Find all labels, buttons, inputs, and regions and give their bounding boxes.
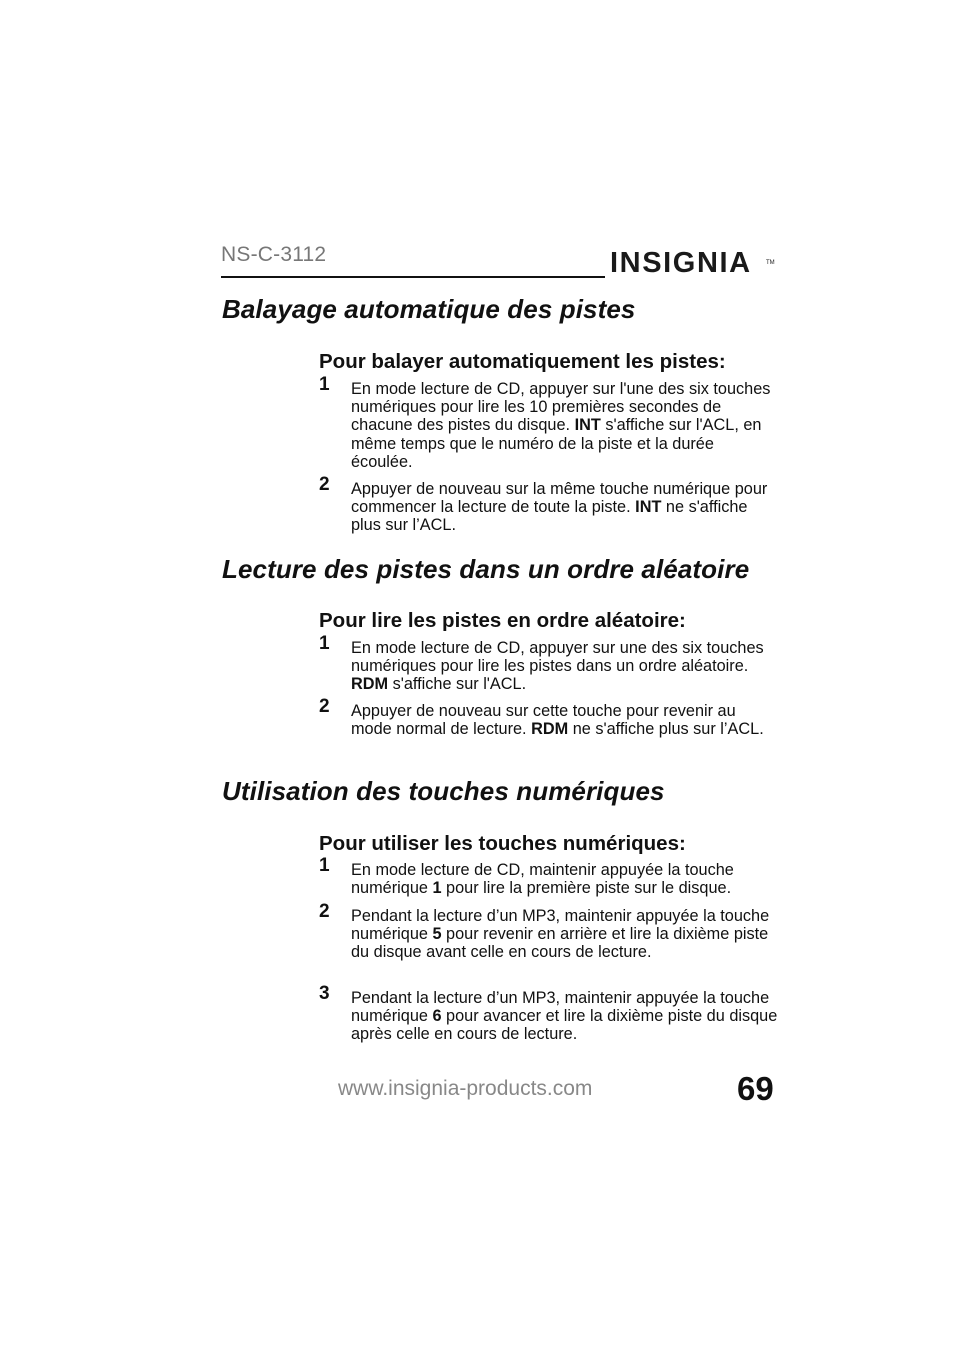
footer-website-link[interactable]: www.insignia-products.com [338, 1077, 593, 1100]
subheading-scan: Pour balayer automatiquement les pistes: [319, 350, 726, 373]
subheading-numeric: Pour utiliser les touches numériques: [319, 832, 686, 855]
bold-term: RDM [531, 720, 569, 739]
header-divider [221, 276, 605, 278]
bold-term: 6 [432, 1007, 442, 1026]
step-number: 2 [319, 901, 330, 922]
step-text [351, 639, 779, 694]
text-run: En mode lecture de CD, appuyer sur une des six touches numériques pour lire les pistes dans un ordre aléatoire. [351, 639, 764, 676]
step-text [351, 907, 779, 962]
logo-wordmark: INSIGNIA [610, 247, 752, 279]
section-title-scan: Balayage automatique des pistes [222, 294, 636, 324]
model-number: NS-C-3112 [221, 243, 327, 266]
step-number: 2 [319, 696, 330, 717]
bold-term: INT [635, 498, 662, 517]
step-number: 3 [319, 983, 330, 1004]
step-number: 1 [319, 374, 330, 395]
step-text [351, 380, 779, 471]
text-run: En mode lecture de CD, appuyer sur l'une des six touches numériques pour lire les 10 premières secondes de chacune des pistes du disque. [351, 380, 771, 435]
step-text [351, 989, 779, 1044]
text-run: pour lire la première piste sur le disque. [441, 879, 732, 898]
text-run: Pendant la lecture d’un MP3, maintenir appuyée la touche numérique [351, 989, 770, 1026]
step-text [351, 702, 779, 738]
text-run: ne s'affiche plus sur l’ACL. [351, 498, 748, 535]
logo-trademark: TM [766, 260, 775, 266]
text-run: pour revenir en arrière et lire la dixième piste du disque avant celle en cours de lecture. [351, 925, 769, 962]
text-run: Appuyer de nouveau sur cette touche pour revenir au mode normal de lecture. [351, 702, 736, 739]
insignia-logo [610, 236, 776, 286]
step-text [351, 480, 779, 535]
text-run: ne s'affiche plus sur l’ACL. [568, 720, 764, 739]
bold-term: INT [574, 416, 601, 435]
text-run: s'affiche sur l'ACL. [388, 675, 527, 694]
text-run: pour avancer et lire la dixième piste du disque après celle en cours de lecture. [351, 1007, 778, 1044]
text-run: Pendant la lecture d’un MP3, maintenir appuyée la touche numérique [351, 907, 770, 944]
text-run: s'affiche sur l'ACL, en même temps que le numéro de la piste et la durée écoulée. [351, 416, 762, 471]
subheading-random: Pour lire les pistes en ordre aléatoire: [319, 609, 686, 632]
text-run: Appuyer de nouveau sur la même touche numérique pour commencer la lecture de toute la piste. [351, 480, 768, 517]
step-text [351, 861, 779, 897]
step-number: 2 [319, 474, 330, 495]
bold-term: 1 [432, 879, 442, 898]
section-title-numeric: Utilisation des touches numériques [222, 776, 665, 806]
bold-term: RDM [351, 675, 389, 694]
step-number: 1 [319, 855, 330, 876]
step-number: 1 [319, 633, 330, 654]
section-title-random: Lecture des pistes dans un ordre aléatoire [222, 554, 750, 584]
bold-term: 5 [432, 925, 442, 944]
page-number: 69 [737, 1070, 774, 1107]
text-run: En mode lecture de CD, maintenir appuyée la touche numérique [351, 861, 734, 898]
